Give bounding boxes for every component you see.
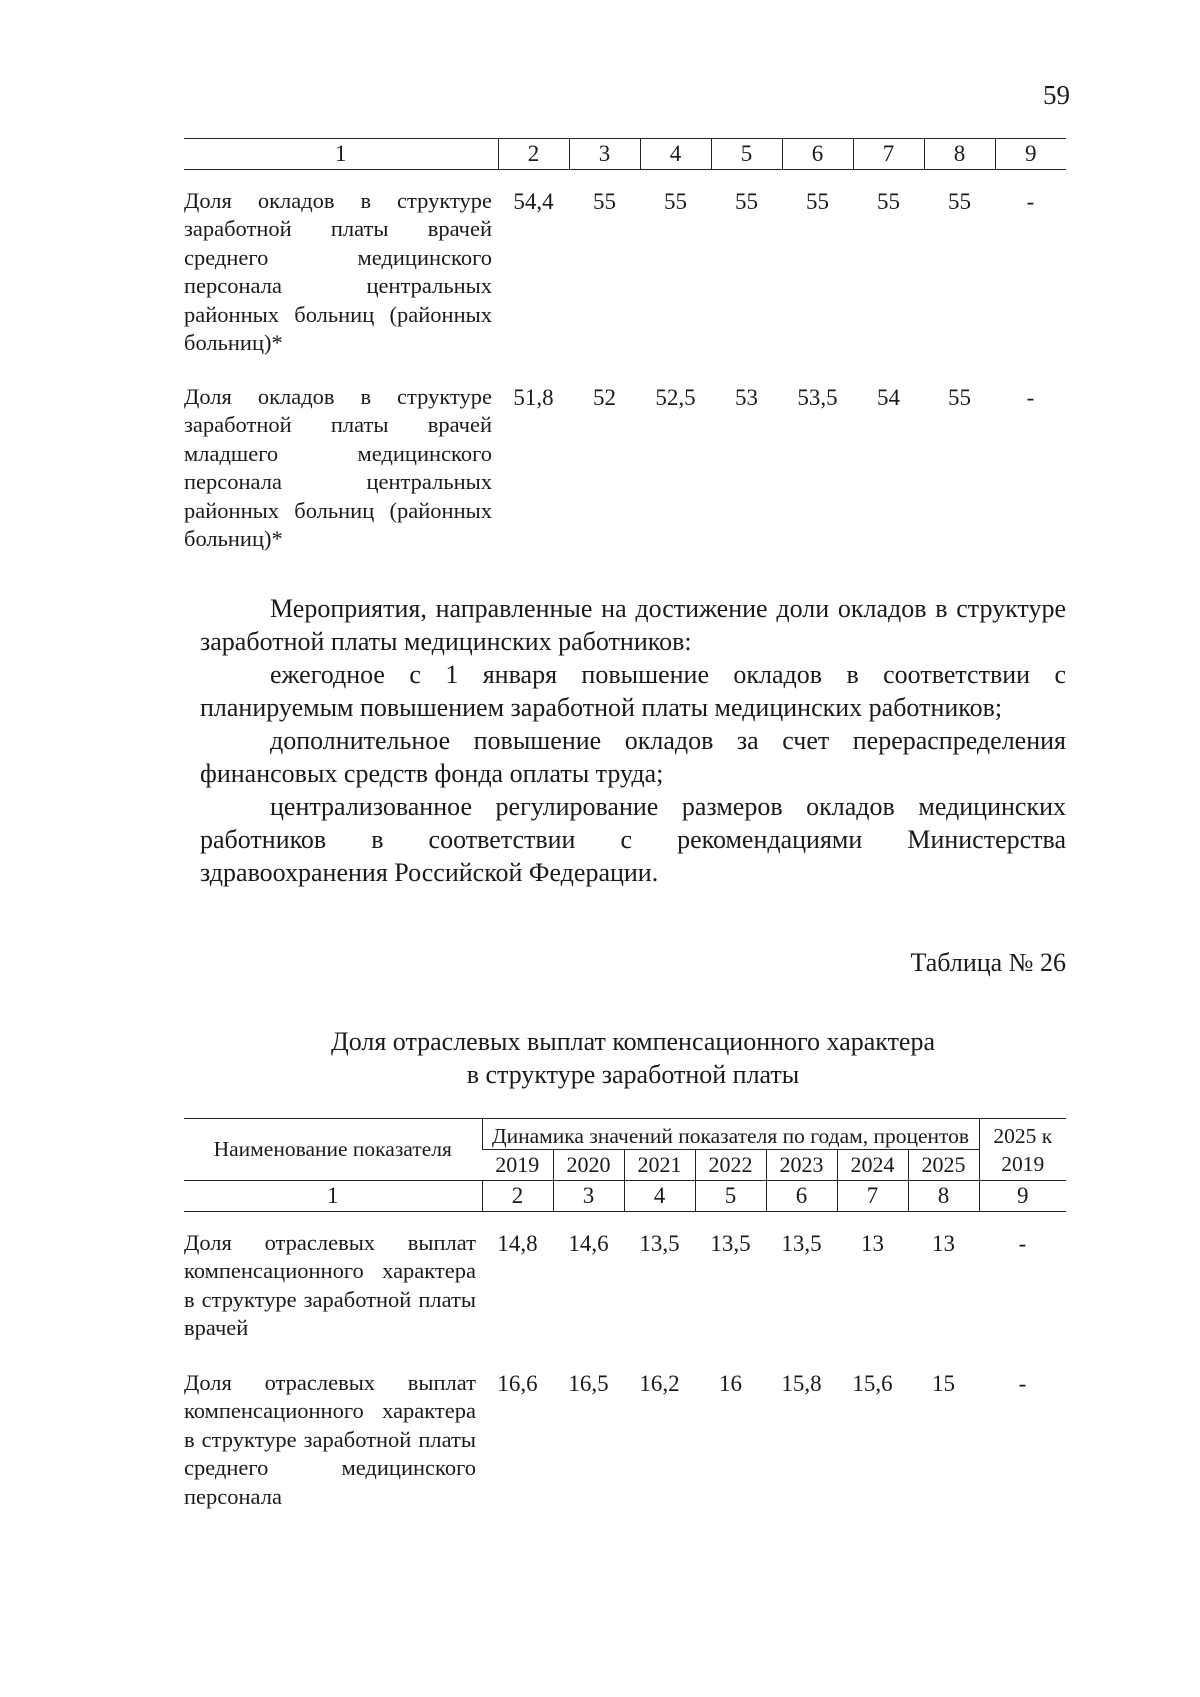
column-numbers-row bbox=[184, 139, 1066, 170]
cell-value: 52,5 bbox=[655, 384, 696, 410]
header-year: 2021 bbox=[624, 1150, 695, 1181]
cell-value: 16,6 bbox=[497, 1370, 538, 1396]
column-number: 6 bbox=[766, 1181, 837, 1212]
row-label: Доля окладов в структуре заработной платы врачей среднего медицинского персонала центральных районных больниц (районных больниц)* bbox=[184, 187, 492, 355]
header-name: Наименование показателя bbox=[184, 1119, 482, 1181]
column-number: 9 bbox=[979, 1181, 1066, 1212]
table-row bbox=[184, 1366, 1066, 1512]
cell-value: 53,5 bbox=[797, 384, 838, 410]
table-row bbox=[184, 380, 1066, 554]
column-number: 6 bbox=[782, 139, 853, 170]
cell-value: 16,5 bbox=[568, 1370, 609, 1396]
table-title-line: в структуре заработной платы bbox=[466, 1060, 800, 1089]
column-number: 7 bbox=[837, 1181, 908, 1212]
column-number: 5 bbox=[695, 1181, 766, 1212]
cell-value: 13,5 bbox=[710, 1230, 751, 1256]
cell-value: 53 bbox=[735, 384, 758, 410]
cell-value: 15,8 bbox=[781, 1370, 822, 1396]
column-number: 9 bbox=[995, 139, 1066, 170]
cell-value: 14,6 bbox=[568, 1230, 609, 1256]
header-year: 2025 bbox=[908, 1150, 979, 1181]
cell-value: 55 bbox=[806, 188, 829, 214]
paragraph: централизованное регулирование размеров окладов медицинских работников в соответствии с рекомендациями Министерства здравоохранения Российской Федерации. bbox=[200, 792, 1066, 887]
table-title-line: Доля отраслевых выплат компенсационного характера bbox=[330, 1027, 936, 1056]
cell-value: 55 bbox=[948, 188, 971, 214]
cell-value: - bbox=[1026, 384, 1035, 410]
column-number: 2 bbox=[498, 139, 569, 170]
cell-value: 16 bbox=[719, 1370, 742, 1396]
paragraph: Мероприятия, направленные на достижение доли окладов в структуре заработной платы медицинских работников: bbox=[200, 594, 1066, 656]
header-dynamics: Динамика значений показателя по годам, процентов bbox=[482, 1119, 979, 1150]
cell-value: 51,8 bbox=[513, 384, 554, 410]
row-label: Доля отраслевых выплат компенсационного характера в структуре заработной платы врачей bbox=[184, 1229, 476, 1340]
cell-value: - bbox=[1018, 1370, 1027, 1396]
cell-value: - bbox=[1018, 1230, 1027, 1256]
cell-value: 52 bbox=[593, 384, 616, 410]
cell-value: 55 bbox=[735, 188, 758, 214]
column-number: 3 bbox=[569, 139, 640, 170]
header-ratio: 2025 к 2019 bbox=[979, 1119, 1066, 1181]
column-number: 1 bbox=[184, 139, 498, 170]
table-caption: Таблица № 26 bbox=[910, 948, 1066, 977]
cell-value: 13,5 bbox=[639, 1230, 680, 1256]
cell-value: 55 bbox=[664, 188, 687, 214]
column-number: 1 bbox=[184, 1181, 482, 1212]
column-number: 8 bbox=[908, 1181, 979, 1212]
header-year: 2024 bbox=[837, 1150, 908, 1181]
column-number: 5 bbox=[711, 139, 782, 170]
table-compensation-payments bbox=[184, 1118, 1066, 1511]
cell-value: 55 bbox=[948, 384, 971, 410]
table-shares-of-salaries bbox=[184, 138, 1066, 554]
cell-value: 54,4 bbox=[513, 188, 554, 214]
header-year: 2023 bbox=[766, 1150, 837, 1181]
paragraph: ежегодное с 1 января повышение окладов в соответствии с планируемым повышением заработной платы медицинских работников; bbox=[200, 660, 1066, 722]
cell-value: 16,2 bbox=[639, 1370, 680, 1396]
row-label: Доля окладов в структуре заработной платы врачей младшего медицинского персонала центральных районных больниц (районных больниц)* bbox=[184, 383, 492, 551]
measures-text bbox=[200, 592, 1066, 889]
column-number: 7 bbox=[853, 139, 924, 170]
cell-value: - bbox=[1026, 188, 1035, 214]
cell-value: 14,8 bbox=[497, 1230, 538, 1256]
table-row bbox=[184, 184, 1066, 380]
column-numbers-row bbox=[184, 1181, 1066, 1212]
cell-value: 15,6 bbox=[852, 1370, 893, 1396]
header-year: 2020 bbox=[553, 1150, 624, 1181]
cell-value: 15 bbox=[932, 1370, 955, 1396]
header-year: 2019 bbox=[482, 1150, 553, 1181]
table-row bbox=[184, 1226, 1066, 1366]
page-number: 59 bbox=[1043, 80, 1070, 110]
table-header-row bbox=[184, 1119, 1066, 1150]
column-number: 4 bbox=[624, 1181, 695, 1212]
table-title bbox=[200, 1025, 1066, 1091]
column-number: 2 bbox=[482, 1181, 553, 1212]
cell-value: 55 bbox=[877, 188, 900, 214]
column-number: 4 bbox=[640, 139, 711, 170]
header-year: 2022 bbox=[695, 1150, 766, 1181]
cell-value: 13,5 bbox=[781, 1230, 822, 1256]
cell-value: 54 bbox=[877, 384, 900, 410]
column-number: 3 bbox=[553, 1181, 624, 1212]
row-label: Доля отраслевых выплат компенсационного характера в структуре заработной платы среднего медицинского персонала bbox=[184, 1369, 476, 1509]
paragraph: дополнительное повышение окладов за счет перераспределения финансовых средств фонда оплаты труда; bbox=[200, 726, 1066, 788]
cell-value: 13 bbox=[861, 1230, 884, 1256]
column-number: 8 bbox=[924, 139, 995, 170]
cell-value: 55 bbox=[593, 188, 616, 214]
cell-value: 13 bbox=[932, 1230, 955, 1256]
